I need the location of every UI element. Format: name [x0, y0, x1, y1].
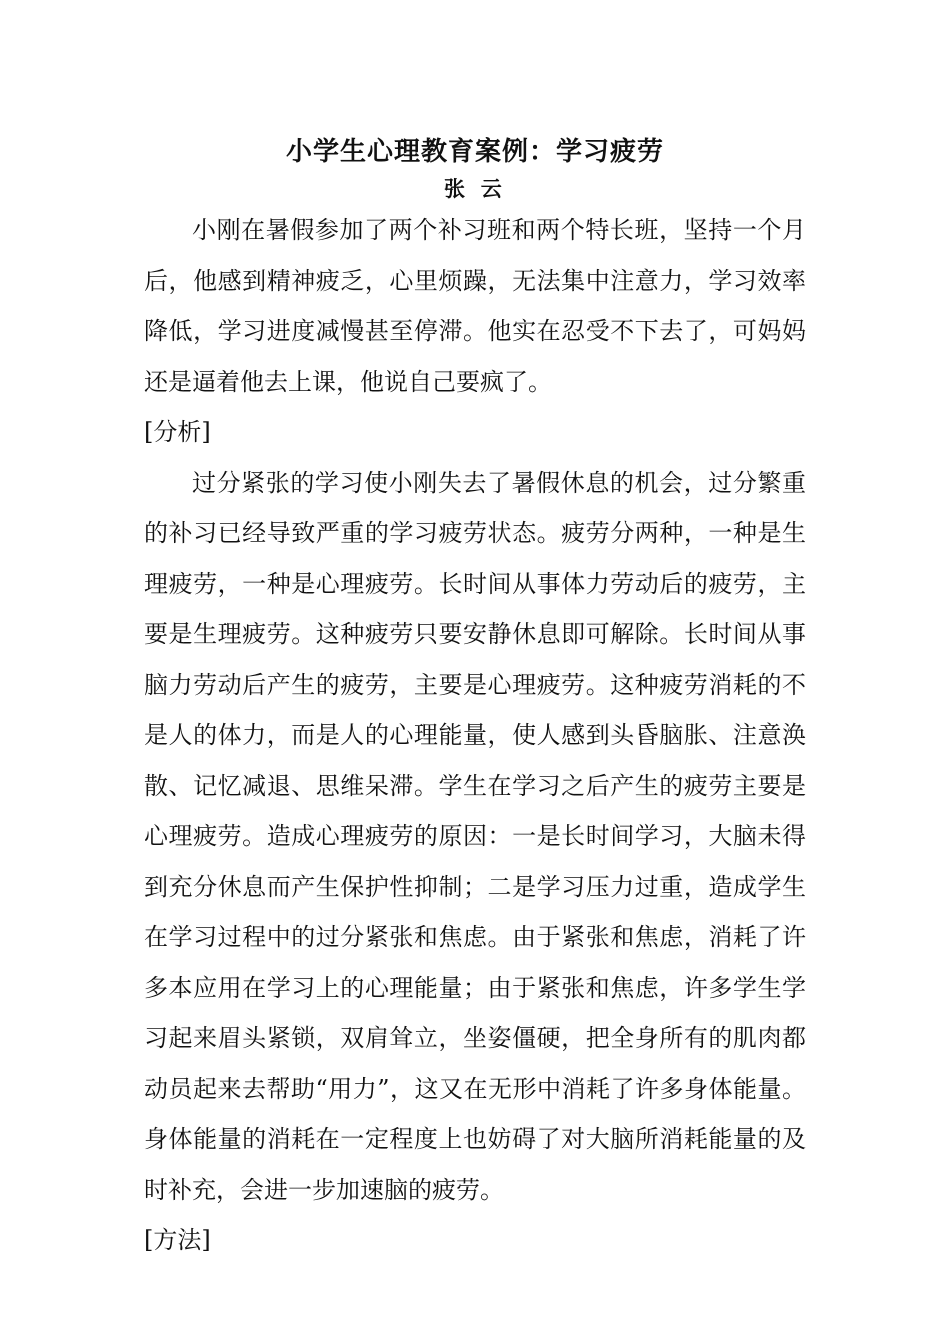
- document-title: 小学生心理教育案例：学习疲劳: [285, 137, 664, 167]
- document-author: 张 云: [444, 176, 506, 201]
- document-body: [144, 205, 806, 1266]
- analysis-heading: [分析]: [144, 418, 211, 446]
- analysis-paragraph: 过分紧张的学习使小刚失去了暑假休息的机会，过分繁重的补习已经导致严重的学习疲劳状态。疲劳分两种，一种是生理疲劳，一种是心理疲劳。长时间从事体力劳动后的疲劳，主要是生理疲劳。这种疲劳只要安静休息即可解除。长时间从事脑力劳动后产生的疲劳，主要是心理疲劳。这种疲劳消耗的不是人的体力，而是人的心理能量，使人感到头昏脑胀、注意涣散、记忆减退、思维呆滞。学生在学习之后产生的疲劳主要是心理疲劳。造成心理疲劳的原因：一是长时间学习，大脑未得到充分休息而产生保护性抑制；二是学习压力过重，造成学生在学习过程中的过分紧张和焦虑。由于紧张和焦虑，消耗了许多本应用在学习上的心理能量；由于紧张和焦虑，许多学生学习起来眉头紧锁，双肩耸立，坐姿僵硬，把全身所有的肌肉都动员起来去帮助“用力”，这又在无形中消耗了许多身体能量。身体能量的消耗在一定程度上也妨碍了对大脑所消耗能量的及时补充，会进一步加速脑的疲劳。: [144, 468, 806, 1204]
- method-heading: [方法]: [144, 1226, 211, 1254]
- case-paragraph: 小刚在暑假参加了两个补习班和两个特长班，坚持一个月后，他感到精神疲乏，心里烦躁，无法集中注意力，学习效率降低，学习进度减慢甚至停滞。他实在忍受不下去了，可妈妈还是逼着他去上课，他说自己要疯了。: [144, 216, 806, 396]
